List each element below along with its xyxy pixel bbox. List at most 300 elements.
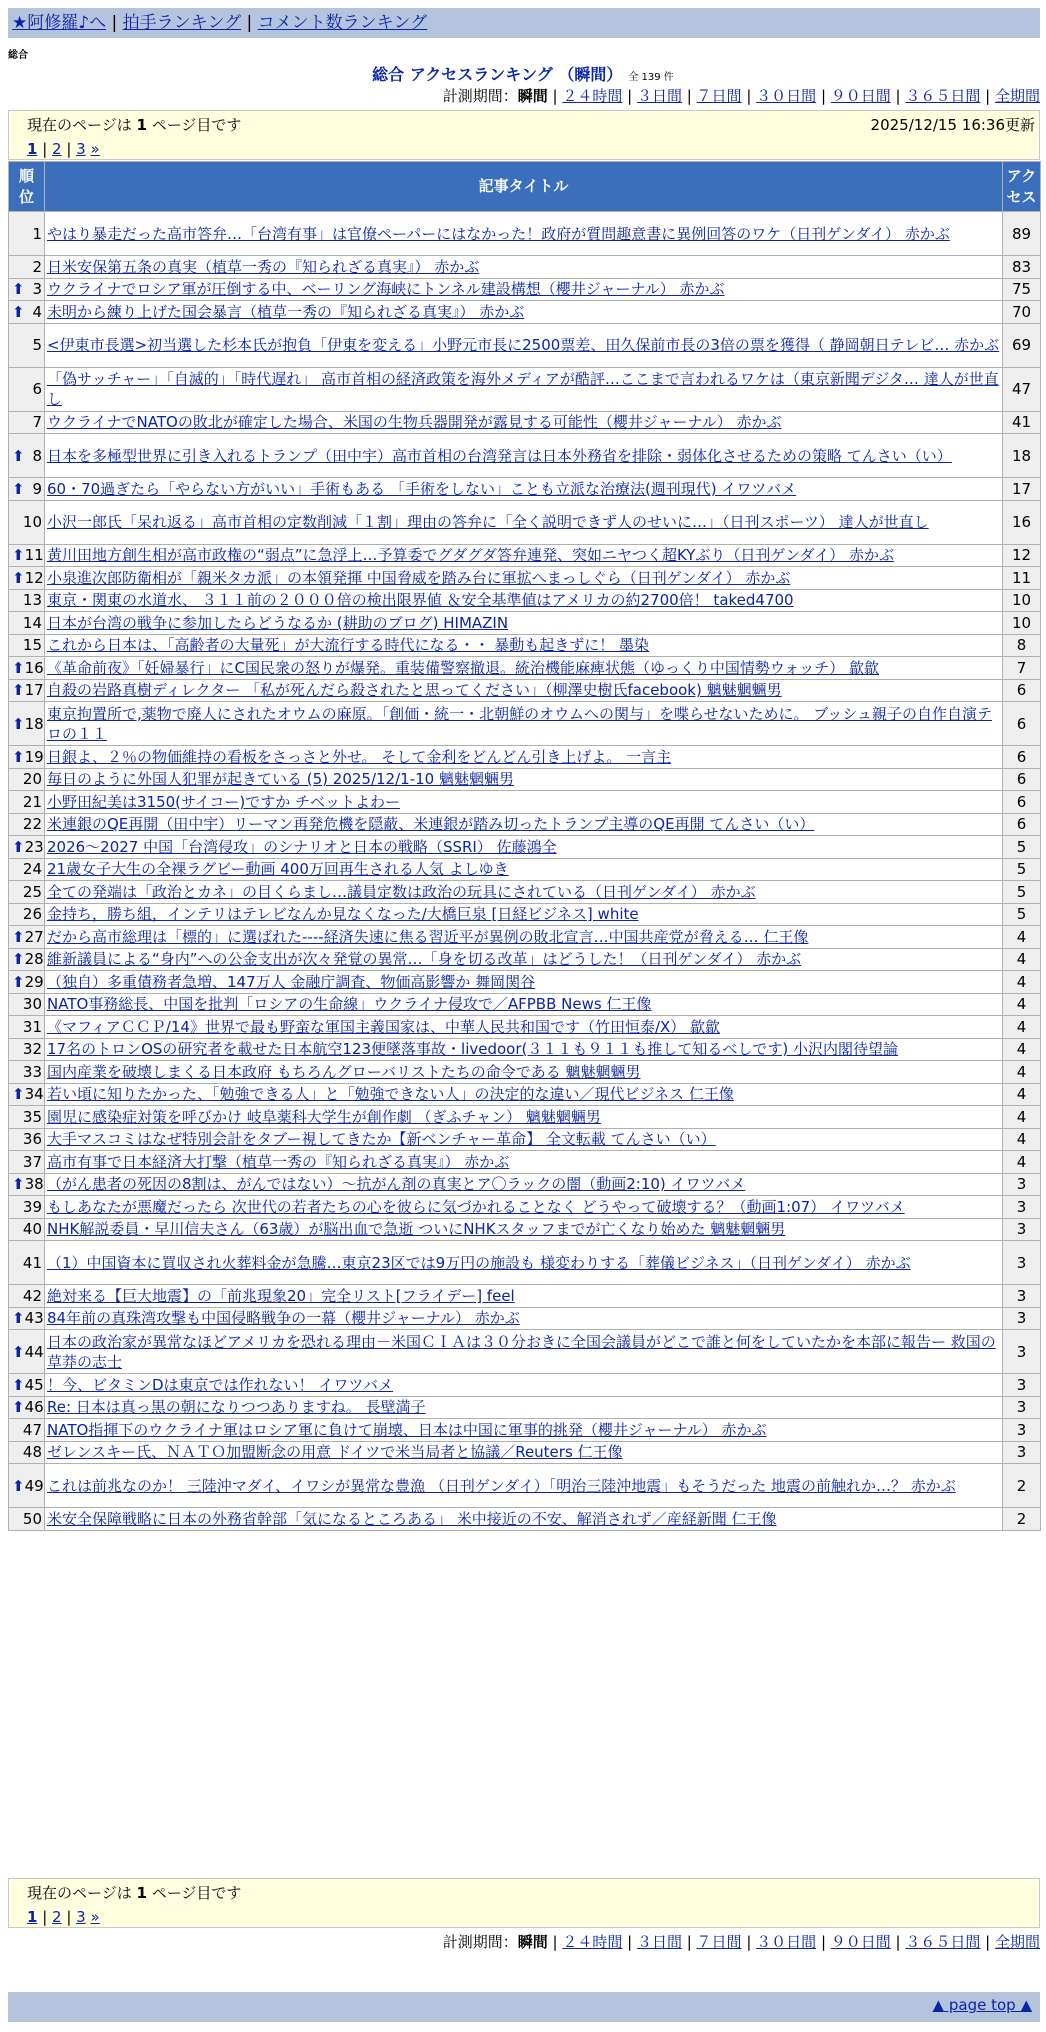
table-row	[9, 1016, 1041, 1039]
rank-number: 3	[32, 280, 42, 299]
period-option-link[interactable]: ３０日間	[756, 87, 817, 105]
rank-number: 24	[22, 860, 42, 879]
access-count: 6	[1003, 679, 1041, 702]
access-count: 6	[1003, 791, 1041, 814]
access-count: 70	[1003, 301, 1041, 324]
table-row	[9, 212, 1041, 256]
next-page-link[interactable]: »	[90, 140, 100, 158]
rank-number: 30	[22, 995, 42, 1014]
table-row	[9, 903, 1041, 926]
title-cell	[45, 1508, 1003, 1531]
article-link[interactable]: 「偽サッチャー」「自滅的」「時代遅れ」 高市首相の経済政策を海外メディアが酷評…ここまで言われるワケは（東京新聞デジタ… 達人が世直し	[47, 370, 999, 408]
rank-number: 44	[24, 1342, 44, 1361]
article-link[interactable]: 大手マスコミはなぜ特別会計をタブー視してきたか【新ベンチャー革命】 全文転載 てんさい（い）	[47, 1130, 716, 1149]
access-count: 11	[1003, 567, 1041, 590]
access-count: 69	[1003, 323, 1041, 367]
article-link[interactable]: これは前兆なのか！ 三陸沖マダイ、イワシが異常な豊漁 （日刊ゲンダイ）「明治三陸沖地震」もそうだった 地震の前触れか…？ 赤かぶ	[47, 1476, 956, 1495]
table-row	[9, 478, 1041, 501]
rank-number: 39	[22, 1197, 42, 1216]
table-row	[9, 791, 1041, 814]
rank-number: 11	[24, 546, 44, 565]
article-link[interactable]: 毎日のように外国人犯罪が起きている (5) 2025/12/1-10 魑魅魍魎男	[47, 770, 514, 789]
table-row	[9, 1241, 1041, 1285]
pager-bottom: 1 | 2 | 3 »	[27, 1908, 100, 1926]
article-link[interactable]: 未明から練り上げた国会暴言（植草一秀の『知られざる真実』） 赤かぶ	[47, 302, 525, 321]
up-arrow-icon: ⬆	[12, 972, 25, 991]
article-link[interactable]: （独自）多重債務者急増、147万人 金融庁調査、物価高影響か 舞岡関谷	[47, 972, 536, 991]
period-selector-bottom: 計測期間：瞬間 | ２４時間 | ３日間 | ７日間 | ３０日間 | ９０日間 | ３６５日間 | 全期間	[442, 1933, 1040, 1951]
access-count: 3	[1003, 1285, 1041, 1308]
rank-number: 49	[24, 1476, 44, 1495]
rank-cell	[9, 993, 45, 1016]
period-selector-top: 計測期間：瞬間 | ２４時間 | ３日間 | ７日間 | ３０日間 | ９０日間 | ３６５日間 | 全期間	[442, 87, 1040, 105]
article-link[interactable]: もしあなたが悪魔だったら 次世代の若者たちの心を彼らに気づかれることなく どうやって破壊する？（動画1:07） イワツバメ	[47, 1197, 905, 1216]
title-cell	[45, 657, 1003, 680]
rank-cell	[9, 926, 45, 949]
rank-number: 29	[24, 972, 44, 991]
period-option-link[interactable]: 全期間	[994, 1933, 1040, 1951]
title-cell	[45, 411, 1003, 434]
access-count: 4	[1003, 1016, 1041, 1039]
access-count: 4	[1003, 1061, 1041, 1084]
up-arrow-icon: ⬆	[12, 927, 25, 946]
title-cell	[45, 1241, 1003, 1285]
article-link[interactable]: NHK解説委員・早川信夫さん（63歳）が脳出血で急逝 ついにNHKスタッフまでが亡くなり始めた 魑魅魍魎男	[47, 1220, 786, 1239]
rank-cell	[9, 1038, 45, 1061]
pager-top: 1 | 2 | 3 »	[27, 140, 100, 158]
access-count: 4	[1003, 948, 1041, 971]
page-link[interactable]: 2	[52, 1908, 62, 1926]
title-cell	[45, 323, 1003, 367]
up-arrow-icon: ⬆	[12, 568, 25, 587]
rank-cell	[9, 567, 45, 590]
access-count: 3	[1003, 1218, 1041, 1241]
table-row	[9, 926, 1041, 949]
access-count: 5	[1003, 881, 1041, 904]
rank-cell	[9, 971, 45, 994]
rank-number: 33	[22, 1062, 42, 1081]
rank-cell	[9, 836, 45, 859]
rank-cell	[9, 1419, 45, 1442]
rank-cell	[9, 1106, 45, 1129]
table-row	[9, 1307, 1041, 1330]
title-cell	[45, 478, 1003, 501]
table-row	[9, 993, 1041, 1016]
rank-cell	[9, 367, 45, 411]
rank-number: 8	[32, 446, 42, 465]
rank-cell	[9, 1241, 45, 1285]
rank-number: 42	[22, 1286, 42, 1305]
title-cell	[45, 1307, 1003, 1330]
access-count: 3	[1003, 1374, 1041, 1397]
table-row	[9, 1396, 1041, 1419]
footer-bar	[8, 1992, 1040, 2022]
title-cell	[45, 926, 1003, 949]
table-row	[9, 813, 1041, 836]
period-option-link[interactable]: ３０日間	[756, 1933, 817, 1951]
table-row	[9, 1330, 1041, 1374]
access-count: 4	[1003, 971, 1041, 994]
access-count: 5	[1003, 903, 1041, 926]
article-link[interactable]: 黄川田地方創生相が高市政権の“弱点”に急浮上…予算委でグダグダ答弁連発、突如ニヤつく超KYぶり（日刊ゲンダイ） 赤かぶ	[47, 546, 894, 565]
access-count: 3	[1003, 1396, 1041, 1419]
title-header: 記事タイトル	[45, 162, 1003, 212]
article-link[interactable]: 若い頃に知りたかった、「勉強できる人」と「勉強できない人」の決定的な違い／現代ビジネス 仁王像	[47, 1085, 734, 1104]
rank-number: 50	[22, 1509, 42, 1528]
rank-cell	[9, 478, 45, 501]
article-link[interactable]: Re: 日本は真っ黒の朝になりつつありますね。 長壁満子	[47, 1398, 426, 1417]
article-link[interactable]: ウクライナでロシア軍が圧倒する中、ベーリング海峡にトンネル建設構想（櫻井ジャーナル） 赤かぶ	[47, 280, 725, 299]
article-link[interactable]: 東京拘置所で,薬物で廃人にされたオウムの麻原。「創価・統一・北朝鮮のオウムへの関与」を喋らせないために。 ブッシュ親子の自作自演テロの１１	[47, 704, 992, 743]
title-cell	[45, 1196, 1003, 1219]
rank-number: 45	[24, 1375, 44, 1394]
title-cell	[45, 1061, 1003, 1084]
title-cell	[45, 881, 1003, 904]
period-option-link[interactable]: ２４時間	[562, 1933, 623, 1951]
article-link[interactable]: 金持ち，勝ち組，インテリはテレビなんか見なくなった/大橋巨泉 [日経ビジネス] white	[47, 905, 639, 924]
rank-cell	[9, 702, 45, 746]
title-cell	[45, 1464, 1003, 1508]
period-option-link[interactable]: ９０日間	[830, 87, 891, 105]
article-link[interactable]: 21歳女子大生の全裸ラグビー動画 400万回再生される人気 よしゆき	[47, 860, 509, 879]
rank-cell	[9, 657, 45, 680]
up-arrow-icon: ⬆	[12, 1085, 25, 1104]
article-link[interactable]: NATO指揮下のウクライナ軍はロシア軍に負けて崩壊、日本は中国に軍事的挑発（櫻井ジャーナル） 赤かぶ	[47, 1420, 767, 1439]
period-option-link[interactable]: ３６５日間	[905, 87, 981, 105]
period-label: 計測期間：	[442, 1933, 518, 1951]
rank-number: 32	[22, 1040, 42, 1059]
home-link[interactable]: ★阿修羅♪へ	[12, 13, 107, 33]
rank-number: 18	[24, 714, 44, 733]
article-link[interactable]: 日銀よ、２％の物価維持の看板をさっさと外せ。 そして金利をどんどん引き上げよ。 一言主	[47, 747, 672, 766]
table-row	[9, 367, 1041, 411]
up-arrow-icon: ⬆	[12, 950, 25, 969]
up-arrow-icon: ⬆	[12, 546, 25, 565]
access-count: 75	[1003, 278, 1041, 301]
rank-number: 35	[22, 1107, 42, 1126]
rank-number: 5	[32, 336, 42, 354]
access-count: 4	[1003, 1128, 1041, 1151]
table-row	[9, 1106, 1041, 1129]
article-link[interactable]: 日本の政治家が異常なほどアメリカを恐れる理由－米国ＣＩＡは３０分おきに全国会議員がどこで誰と何をしていたかを本部に報告ー 救国の草莽の志士	[47, 1332, 996, 1371]
article-link[interactable]: 2026～2027 中国「台湾侵攻」のシナリオと日本の戦略（SSRI） 佐藤鴻全	[47, 837, 557, 856]
table-row	[9, 434, 1041, 478]
rank-cell	[9, 768, 45, 791]
access-count: 2	[1003, 1464, 1041, 1508]
article-link[interactable]: 東京・関東の水道水、 ３１１前の２０００倍の検出限界値 ＆安全基準値はアメリカの約2700倍！ taked4700	[47, 591, 794, 610]
rank-number: 48	[22, 1443, 42, 1462]
rank-cell	[9, 881, 45, 904]
up-arrow-icon: ⬆	[12, 280, 25, 299]
access-count: 4	[1003, 926, 1041, 949]
access-count: 4	[1003, 1151, 1041, 1174]
rank-number: 41	[22, 1253, 42, 1272]
ranking-title: 総合 アクセスランキング （瞬間）	[372, 65, 623, 84]
rank-cell	[9, 544, 45, 567]
access-count: 4	[1003, 1083, 1041, 1106]
rank-number: 23	[24, 837, 44, 856]
access-count: 89	[1003, 212, 1041, 256]
title-cell	[45, 589, 1003, 612]
table-row	[9, 589, 1041, 612]
table-row	[9, 323, 1041, 367]
article-link[interactable]: 高市有事で日本経済大打撃（植草一秀の『知られざる真実』） 赤かぶ	[47, 1152, 510, 1171]
access-count: 4	[1003, 1106, 1041, 1129]
title-cell	[45, 746, 1003, 769]
title-cell	[45, 1419, 1003, 1442]
title-cell	[45, 301, 1003, 324]
title-cell	[45, 993, 1003, 1016]
current-page-text: 現在のページは 1 ページ目です	[27, 116, 242, 134]
article-link[interactable]: 絶対来る【巨大地震】の「前兆現象20」完全リスト[フライデー] feel	[47, 1286, 515, 1305]
article-link[interactable]: ！今、ビタミンDは東京では作れない！ イワツバメ	[47, 1375, 394, 1394]
rank-number: 34	[24, 1085, 44, 1104]
article-link[interactable]: 国内産業を破壊しまくる日本政府 もちろんグローバリストたちの命令である 魑魅魍魎男	[47, 1062, 641, 1081]
title-cell	[45, 1285, 1003, 1308]
table-row	[9, 612, 1041, 635]
title-cell	[45, 791, 1003, 814]
article-link[interactable]: 84年前の真珠湾攻撃も中国侵略戦争の一幕（櫻井ジャーナル） 赤かぶ	[47, 1309, 520, 1328]
rank-cell	[9, 1307, 45, 1330]
title-cell	[45, 212, 1003, 256]
table-row	[9, 411, 1041, 434]
up-arrow-icon: ⬆	[12, 658, 25, 677]
rank-number: 20	[22, 770, 42, 789]
table-row	[9, 679, 1041, 702]
rank-cell	[9, 1061, 45, 1084]
article-link[interactable]: （1）中国資本に買収され火葬料金が急騰…東京23区では9万円の施設も 様変わりする「葬儀ビジネス」（日刊ゲンダイ） 赤かぶ	[47, 1253, 911, 1272]
article-link[interactable]: ウクライナでNATOの敗北が確定した場合、米国の生物兵器開発が露見する可能性（櫻井ジャーナル） 赤かぶ	[47, 413, 782, 432]
ranking-table	[8, 161, 1041, 1531]
title-cell	[45, 1396, 1003, 1419]
table-row	[9, 702, 1041, 746]
article-link[interactable]: 60・70過ぎたら「やらない方がいい」手術もある 「手術をしない」ことも立派な治療法(週刊現代) イワツバメ	[47, 479, 797, 498]
article-link[interactable]: 小沢一郎氏「呆れ返る」高市首相の定数削減「１割」理由の答弁に「全く説明できず人のせいに…」（日刊スポーツ） 達人が世直し	[47, 513, 929, 531]
article-link[interactable]: ゼレンスキー氏、ＮＡＴＯ加盟断念の用意 ドイツで米当局者と協議／Reuters 仁王像	[47, 1443, 623, 1462]
article-link[interactable]: 日本が台湾の戦争に参加したらどうなるか (耕助のブログ) HIMAZIN	[47, 613, 509, 632]
top-nav	[8, 8, 1040, 38]
rank-number: 47	[22, 1420, 42, 1439]
rank-number: 19	[24, 747, 44, 766]
title-cell	[45, 367, 1003, 411]
article-link[interactable]: （がん患者の死因の8割は、がんではない）～抗がん剤の真実とア〇ラックの闇（動画2:10) イワツバメ	[47, 1175, 746, 1194]
up-arrow-icon: ⬆	[12, 714, 25, 733]
page-link[interactable]: 3	[76, 140, 86, 158]
rank-cell	[9, 1374, 45, 1397]
rank-cell	[9, 434, 45, 478]
title-cell	[45, 1106, 1003, 1129]
rank-cell	[9, 1441, 45, 1464]
access-count: 18	[1003, 434, 1041, 478]
period-current: 瞬間	[517, 1933, 548, 1951]
access-header: アクセス	[1003, 162, 1041, 212]
title-cell	[45, 836, 1003, 859]
rank-cell	[9, 948, 45, 971]
title-cell	[45, 858, 1003, 881]
title-cell	[45, 1374, 1003, 1397]
table-row	[9, 1038, 1041, 1061]
access-count: 3	[1003, 1241, 1041, 1285]
page-link[interactable]: 2	[52, 140, 62, 158]
table-row	[9, 1285, 1041, 1308]
article-link[interactable]: <伊東市長選>初当選した杉本氏が抱負「伊東を変える」小野元市長に2500票差、田久保前市長の3倍の票を獲得（ 静岡朝日テレビ… 赤かぶ	[47, 336, 1000, 354]
page-link[interactable]: 1	[27, 140, 38, 158]
article-link[interactable]: 園児に感染症対策を呼びかけ 岐阜薬科大学生が創作劇 （ぎふチャン） 魑魅魍魎男	[47, 1107, 601, 1126]
up-arrow-icon: ⬆	[12, 1398, 25, 1417]
table-row	[9, 567, 1041, 590]
access-count: 6	[1003, 768, 1041, 791]
period-option-link[interactable]: 全期間	[994, 87, 1040, 105]
rank-cell	[9, 903, 45, 926]
article-link[interactable]: 全ての発端は「政治とカネ」の目くらまし…議員定数は政治の玩具にされている（日刊ゲンダイ） 赤かぶ	[47, 882, 756, 901]
access-count: 4	[1003, 993, 1041, 1016]
article-link[interactable]: 小泉進次郎防衛相が「親米タカ派」の本領発揮 中国脅威を踏み台に軍拡へまっしぐら（日刊ゲンダイ） 赤かぶ	[47, 568, 791, 587]
period-option-link[interactable]: ７日間	[696, 87, 742, 105]
comment-ranking-link[interactable]: コメント数ランキング	[257, 13, 428, 33]
title-cell	[45, 1218, 1003, 1241]
page-link[interactable]: 3	[76, 1908, 86, 1926]
period-label: 計測期間：	[442, 87, 518, 105]
article-link[interactable]: 《マフィアＣＣＰ/14》世界で最も野蛮な軍国主義国家は、中華人民共和国です（竹田恒泰/X） 歙歙	[47, 1017, 721, 1036]
rank-cell	[9, 1330, 45, 1374]
rank-cell	[9, 589, 45, 612]
info-box-bottom	[8, 1878, 1040, 1928]
title-cell	[45, 948, 1003, 971]
title-cell	[45, 702, 1003, 746]
rank-cell	[9, 323, 45, 367]
article-link[interactable]: やはり暴走だった高市答弁…「台湾有事」は官僚ペーパーにはなかった！政府が質問趣意書に異例回答のワケ（日刊ゲンダイ） 赤かぶ	[47, 224, 950, 243]
title-cell	[45, 634, 1003, 657]
nav-separator: |	[246, 13, 253, 33]
access-count: 5	[1003, 836, 1041, 859]
title-cell	[45, 679, 1003, 702]
access-count: 3	[1003, 1419, 1041, 1442]
page-title	[0, 62, 1046, 85]
rank-number: 7	[32, 413, 42, 432]
article-link[interactable]: 小野田紀美は3150(サイコー)ですか チベットよわー	[47, 792, 400, 811]
rank-cell	[9, 1151, 45, 1174]
title-cell	[45, 971, 1003, 994]
rank-cell	[9, 256, 45, 279]
rank-number: 28	[24, 950, 44, 969]
article-link[interactable]: NATO事務総長、中国を批判「ロシアの生命線」ウクライナ侵攻で／AFPBB News 仁王像	[47, 995, 652, 1014]
access-count: 7	[1003, 657, 1041, 680]
article-link[interactable]: 日本を多極型世界に引き入れるトランプ（田中宇）高市首相の台湾発言は日本外務省を排除・弱体化させるための策略 てんさい（い）	[47, 446, 952, 465]
title-cell	[45, 1173, 1003, 1196]
rank-number: 1	[32, 224, 42, 243]
access-count: 83	[1003, 256, 1041, 279]
rank-cell	[9, 1464, 45, 1508]
period-option-link[interactable]: ９０日間	[830, 1933, 891, 1951]
info-box-top	[8, 110, 1040, 160]
table-row	[9, 836, 1041, 859]
rank-number: 43	[24, 1309, 44, 1328]
next-page-link[interactable]: »	[90, 1908, 100, 1926]
table-row	[9, 301, 1041, 324]
access-count: 8	[1003, 634, 1041, 657]
up-arrow-icon: ⬆	[12, 1476, 25, 1495]
article-link[interactable]: 自殺の岩路真樹ディレクター 「私が死んだら殺されたと思ってください」（柳澤史樹氏facebook) 魑魅魍魎男	[47, 681, 782, 700]
table-row	[9, 1441, 1041, 1464]
up-arrow-icon: ⬆	[12, 1375, 25, 1394]
clap-ranking-link[interactable]: 拍手ランキング	[122, 13, 242, 33]
title-cell	[45, 278, 1003, 301]
period-option-link[interactable]: ７日間	[696, 1933, 742, 1951]
rank-number: 46	[24, 1398, 44, 1417]
title-cell	[45, 1083, 1003, 1106]
article-link[interactable]: 維新議員による“身内”への公金支出が次々発覚の異常…「身を切る改革」はどうした！（日刊ゲンダイ） 赤かぶ	[47, 950, 802, 969]
section-label: 総合	[8, 50, 28, 61]
access-count: 3	[1003, 1173, 1041, 1196]
access-count: 2	[1003, 1508, 1041, 1531]
rank-number: 4	[32, 302, 42, 321]
rank-cell	[9, 634, 45, 657]
rank-cell	[9, 278, 45, 301]
title-cell	[45, 612, 1003, 635]
access-count: 4	[1003, 1038, 1041, 1061]
rank-cell	[9, 612, 45, 635]
period-option-link[interactable]: ３６５日間	[905, 1933, 981, 1951]
table-row	[9, 948, 1041, 971]
access-count: 6	[1003, 746, 1041, 769]
period-option-link[interactable]: ２４時間	[562, 87, 623, 105]
article-link[interactable]: 《革命前夜》「妊婦暴行」にC国民衆の怒りが爆発。重装備警察撤退。統治機能麻痺状態（ゆっくり中国情勢ウォッチ） 歙歙	[47, 658, 879, 677]
title-cell	[45, 903, 1003, 926]
article-link[interactable]: 米連銀のQE再開（田中宇）リーマン再発危機を隠蔽、米連銀が踏み切ったトランプ主導のQE再開 てんさい（い）	[47, 815, 815, 834]
article-link[interactable]: 米安全保障戦略に日本の外務省幹部「気になるところある」 米中接近の不安、解消されず／産経新聞 仁王像	[47, 1509, 777, 1528]
page-link[interactable]: 1	[27, 1908, 38, 1926]
title-cell	[45, 1330, 1003, 1374]
article-link[interactable]: これから日本は、「高齢者の大量死」が大流行する時代になる・・ 暴動も起きずに！ 墨染	[47, 636, 650, 655]
access-count: 41	[1003, 411, 1041, 434]
table-row	[9, 1196, 1041, 1219]
title-cell	[45, 1441, 1003, 1464]
table-row	[9, 746, 1041, 769]
table-row	[9, 1464, 1041, 1508]
rank-number: 9	[32, 479, 42, 498]
rank-cell	[9, 1218, 45, 1241]
title-cell	[45, 544, 1003, 567]
rank-number: 26	[22, 905, 42, 924]
current-page-text: 現在のページは 1 ページ目です	[27, 1884, 242, 1902]
table-row	[9, 1508, 1041, 1531]
article-link[interactable]: だから高市総理は「標的」に選ばれた‐‐‐‐経済失速に焦る習近平が異例の敗北宣言…中国共産党が脅える… 仁王像	[47, 927, 809, 946]
rank-cell	[9, 813, 45, 836]
table-row	[9, 1083, 1041, 1106]
access-count: 3	[1003, 1196, 1041, 1219]
title-cell	[45, 768, 1003, 791]
page-top-link[interactable]: ▲ page top ▲	[932, 1996, 1032, 2014]
title-cell	[45, 1038, 1003, 1061]
period-option-link[interactable]: ３日間	[636, 87, 682, 105]
article-link[interactable]: 日米安保第五条の真実（植草一秀の『知られざる真実』） 赤かぶ	[47, 257, 480, 276]
up-arrow-icon: ⬆	[12, 479, 25, 498]
table-row	[9, 500, 1041, 544]
rank-cell	[9, 1083, 45, 1106]
access-count: 5	[1003, 858, 1041, 881]
rank-cell	[9, 1285, 45, 1308]
title-cell	[45, 1128, 1003, 1151]
table-row	[9, 1128, 1041, 1151]
article-link[interactable]: 17名のトロンOSの研究者を載せた日本航空123便墜落事故・livedoor(３１１も９１１も推して知るべしです) 小沢内閣待望論	[47, 1040, 899, 1059]
up-arrow-icon: ⬆	[12, 302, 25, 321]
rank-number: 6	[32, 380, 42, 398]
rank-number: 36	[22, 1130, 42, 1149]
table-row	[9, 971, 1041, 994]
rank-number: 37	[22, 1152, 42, 1171]
period-current: 瞬間	[517, 87, 548, 105]
period-option-link[interactable]: ３日間	[636, 1933, 682, 1951]
